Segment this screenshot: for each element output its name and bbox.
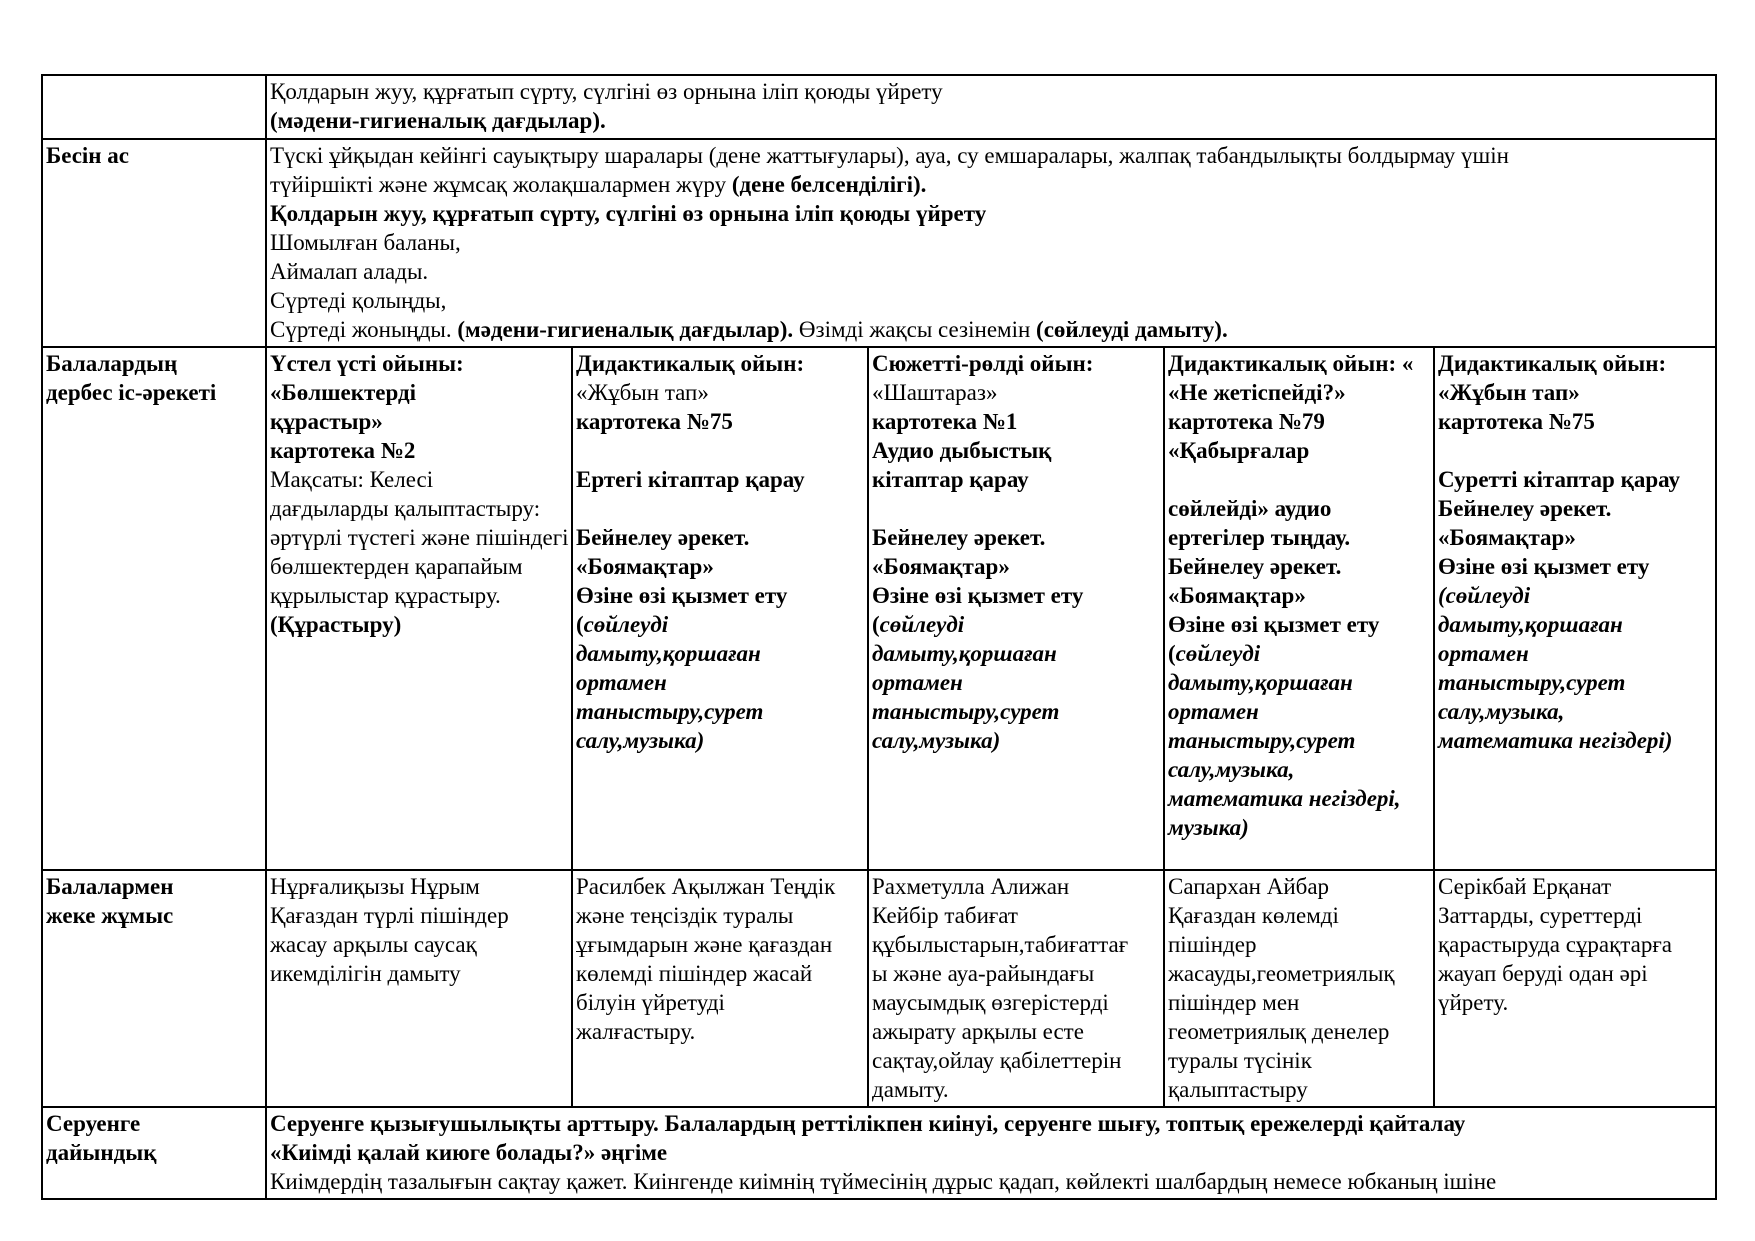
ind4-line-1: Дидактикалық ойын: «	[1168, 351, 1414, 376]
ind4-line-17: музыка)	[1168, 815, 1249, 840]
ind4-line-2: «Не жетіспейді?»	[1168, 380, 1346, 405]
indiv5-line-2: Заттарды, суреттерді	[1438, 903, 1643, 928]
ind4-line-3: картотека №79	[1168, 409, 1325, 434]
snack-line-7-a: Сүртеді жоныңды.	[270, 317, 458, 342]
ind3-line-3: картотека №1	[872, 409, 1018, 434]
ind5-line-7: «Боямақтар»	[1438, 525, 1576, 550]
afternoon-snack-content	[266, 139, 1716, 347]
ind1-line-2: «Бөлшектерді	[270, 380, 417, 405]
ind4-line-6: сөйлейді» аудио	[1168, 496, 1332, 521]
ind4-line-4: «Қабырғалар	[1168, 438, 1310, 463]
walk-label-1: Серуенге	[46, 1111, 141, 1136]
indiv4-line-7: туралы түсінік	[1168, 1048, 1312, 1073]
individual-day-3	[868, 870, 1164, 1107]
ind3-line-10-text: сөйлеуді	[879, 612, 965, 637]
walk-preparation-content	[266, 1107, 1716, 1199]
ind2-line-7: Бейнелеу әрекет.	[576, 525, 750, 550]
walk-line-2: «Киімді қалай киюге болады?» әңгіме	[270, 1140, 668, 1165]
indiv4-line-5: пішіндер мен	[1168, 990, 1300, 1015]
ind1-line-1: Үстел үсті ойыны:	[270, 351, 464, 376]
snack-line-7-c: Өзімді жақсы сезінемін	[793, 317, 1037, 342]
ind3-line-12: ортамен	[872, 670, 963, 695]
snack-line-7-d: (сөйлеуді дамыту).	[1036, 317, 1228, 342]
indiv1-line-4: икемділігін дамыту	[270, 961, 461, 986]
ind4-line-7: ертегілер тыңдау.	[1168, 525, 1351, 550]
indiv1-line-1: Нұрғалиқызы Нұрым	[270, 874, 480, 899]
row-afternoon-snack	[42, 139, 1716, 347]
ind2-spacer-1	[576, 436, 864, 465]
ind5-line-12: таныстыру,сурет	[1438, 670, 1626, 695]
walk-line-1: Серуенге қызығушылықты арттыру. Балалардың реттілікпен киінуі, серуенге шығу, топтық ережелерді қайталау	[270, 1111, 1466, 1136]
snack-line-2	[270, 170, 1712, 199]
ind4-line-11	[1168, 639, 1430, 668]
ind5-line-11: ортамен	[1438, 641, 1529, 666]
ind1-line-9: құрылыстар құрастыру.	[270, 583, 501, 608]
daily-plan-table	[41, 74, 1717, 1200]
independent-day-5	[1434, 347, 1716, 870]
walk-line-3: Киімдердің тазалығын сақтау қажет. Киінгенде киімнің түймесінің дұрыс қадап, көйлекті шалбардың немесе юбканың ішіне	[270, 1169, 1497, 1194]
indiv3-line-3: құбылыстарын,табиғаттағ	[872, 932, 1129, 957]
indiv5-line-5: үйрету.	[1438, 990, 1509, 1015]
ind2-line-2: «Жұбын тап»	[576, 380, 709, 405]
ind4-line-10: Өзіне өзі қызмет ету	[1168, 612, 1380, 637]
ind3-spacer-1	[872, 494, 1160, 523]
snack-line-7-b: (мәдени-гигиеналық дағдылар).	[457, 317, 794, 342]
indiv3-line-8: дамыту.	[872, 1077, 949, 1102]
ind4-line-11-paren: (	[1168, 641, 1176, 666]
ind3-line-9: Өзіне өзі қызмет ету	[872, 583, 1084, 608]
ind3-line-13: таныстыру,сурет	[872, 699, 1060, 724]
individual-day-4	[1164, 870, 1434, 1107]
indiv3-line-1: Рахметулла Алижан	[872, 874, 1070, 899]
ind2-line-5: Ертегі кітаптар қарау	[576, 467, 805, 492]
individual-day-1	[266, 870, 572, 1107]
indiv2-line-2: және теңсіздік туралы	[576, 903, 794, 928]
ind2-spacer-2	[576, 494, 864, 523]
ind3-line-4: Аудио дыбыстық	[872, 438, 1052, 463]
ind4-line-13: ортамен	[1168, 699, 1259, 724]
indiv1-line-2: Қағаздан түрлі пішіндер	[270, 903, 509, 928]
row-walk-preparation	[42, 1107, 1716, 1199]
ind1-line-8: бөлшектерден қарапайым	[270, 554, 523, 579]
indiv4-line-3: пішіндер	[1168, 932, 1257, 957]
ind5-line-3: картотека №75	[1438, 409, 1595, 434]
row-label-independent-activity	[42, 347, 266, 870]
ind5-line-14: математика негіздері)	[1438, 728, 1673, 753]
indiv5-line-1: Серікбай Ерқанат	[1438, 874, 1612, 899]
ind4-line-12: дамыту,қоршаған	[1168, 670, 1353, 695]
row-hygiene	[42, 75, 1716, 139]
ind3-line-5: кітаптар қарау	[872, 467, 1029, 492]
indiv3-line-5: маусымдық өзгерістерді	[872, 990, 1109, 1015]
row-independent-activity	[42, 347, 1716, 870]
snack-line-2-text: түйіршікті және жұмсақ жолақшалармен жүру	[270, 172, 732, 197]
hygiene-line-2: (мәдени-гигиеналық дағдылар).	[270, 108, 606, 133]
ind1-line-3: құрастыр»	[270, 409, 383, 434]
hygiene-content	[266, 75, 1716, 139]
ind5-line-10: дамыту,қоршаған	[1438, 612, 1623, 637]
snack-line-1: Түскі ұйқыдан кейінгі сауықтыру шаралары (дене жаттығулары), ауа, су емшаралары, жалпақ табандылықты болдырмау үшін	[270, 143, 1509, 168]
individual-day-5	[1434, 870, 1716, 1107]
independent-label-2: дербес іс-әрекеті	[46, 380, 217, 405]
snack-line-5: Аймалап алады.	[270, 259, 429, 284]
indiv4-line-6: геометриялық денелер	[1168, 1019, 1390, 1044]
ind2-line-13: таныстыру,сурет	[576, 699, 764, 724]
indiv3-line-4: ы және ауа-райындағы	[872, 961, 1095, 986]
ind5-line-13: салу,музыка,	[1438, 699, 1565, 724]
ind4-line-16: математика негіздері,	[1168, 786, 1401, 811]
ind2-line-1: Дидактикалық ойын:	[576, 351, 805, 376]
ind5-line-5: Суретті кітаптар қарау	[1438, 467, 1680, 492]
independent-label-1: Балалардың	[46, 351, 178, 376]
hygiene-line-1: Қолдарын жуу, құрғатып сүрту, сүлгіні өз орнына іліп қоюды үйрету	[270, 79, 943, 104]
indiv4-line-4: жасауды,геометриялық	[1168, 961, 1395, 986]
ind3-line-11: дамыту,қоршаған	[872, 641, 1057, 666]
ind5-spacer-1	[1438, 436, 1712, 465]
ind1-line-6: дағдыларды қалыптастыру:	[270, 496, 541, 521]
row-label-afternoon-snack	[42, 139, 266, 347]
individual-label-2: жеке жұмыс	[46, 903, 174, 928]
ind3-line-14: салу,музыка)	[872, 728, 1001, 753]
ind3-line-1: Сюжетті-рөлді ойын:	[872, 351, 1094, 376]
snack-line-6: Сүртеді қолыңды,	[270, 288, 447, 313]
ind4-line-8: Бейнелеу әрекет.	[1168, 554, 1342, 579]
ind3-line-2: «Шаштараз»	[872, 380, 998, 405]
ind4-spacer-1	[1168, 465, 1430, 494]
ind4-line-9: «Боямақтар»	[1168, 583, 1306, 608]
ind2-line-9: Өзіне өзі қызмет ету	[576, 583, 788, 608]
row-individual-work	[42, 870, 1716, 1107]
ind1-line-10: (Құрастыру)	[270, 612, 402, 637]
walk-label-2: дайындық	[46, 1140, 157, 1165]
ind2-line-10	[576, 610, 864, 639]
indiv3-line-6: ажырату арқылы есте	[872, 1019, 1084, 1044]
indiv4-line-2: Қағаздан көлемді	[1168, 903, 1339, 928]
ind5-line-2: «Жұбын тап»	[1438, 380, 1580, 405]
ind3-line-7: Бейнелеу әрекет.	[872, 525, 1046, 550]
indiv2-line-4: көлемді пішіндер жасай	[576, 961, 813, 986]
ind1-line-7: әртүрлі түстегі және пішіндегі	[270, 525, 569, 550]
ind2-line-8: «Боямақтар»	[576, 554, 714, 579]
independent-day-2	[572, 347, 868, 870]
indiv3-line-2: Кейбір табиғат	[872, 903, 1018, 928]
ind2-line-11: дамыту,қоршаған	[576, 641, 761, 666]
indiv2-line-1: Расилбек Ақылжан Теңдік	[576, 874, 836, 899]
snack-line-7	[270, 315, 1712, 344]
ind2-line-10-text: сөйлеуді	[583, 612, 669, 637]
afternoon-snack-label: Бесін ас	[46, 143, 130, 168]
ind2-line-10-paren: (	[576, 612, 584, 637]
ind4-line-15: салу,музыка,	[1168, 757, 1295, 782]
ind5-line-8: Өзіне өзі қызмет ету	[1438, 554, 1650, 579]
indiv2-line-6: жалғастыру.	[576, 1019, 696, 1044]
snack-line-4: Шомылған баланы,	[270, 230, 461, 255]
indiv2-line-5: білуін үйретуді	[576, 990, 725, 1015]
indiv5-line-3: қарастыруда сұрақтарға	[1438, 932, 1672, 957]
ind3-line-8: «Боямақтар»	[872, 554, 1010, 579]
ind1-line-4: картотека №2	[270, 438, 416, 463]
ind2-line-12: ортамен	[576, 670, 667, 695]
ind3-line-10	[872, 610, 1160, 639]
independent-day-1	[266, 347, 572, 870]
ind5-line-9: (сөйлеуді	[1438, 583, 1531, 608]
indiv1-line-3: жасау арқылы саусақ	[270, 932, 477, 957]
ind4-line-14: таныстыру,сурет	[1168, 728, 1356, 753]
indiv3-line-7: сақтау,ойлау қабілеттерін	[872, 1048, 1122, 1073]
ind3-line-10-paren: (	[872, 612, 880, 637]
ind5-line-1: Дидактикалық ойын:	[1438, 351, 1667, 376]
snack-line-2-tag: (дене белсенділігі).	[731, 172, 927, 197]
independent-day-3	[868, 347, 1164, 870]
indiv2-line-3: ұғымдарын және қағаздан	[576, 932, 833, 957]
independent-day-4	[1164, 347, 1434, 870]
ind1-line-5: Мақсаты: Келесі	[270, 467, 434, 492]
individual-label-1: Балалармен	[46, 874, 174, 899]
ind2-line-3: картотека №75	[576, 409, 733, 434]
row-label-individual-work	[42, 870, 266, 1107]
ind5-line-6: Бейнелеу әрекет.	[1438, 496, 1612, 521]
individual-day-2	[572, 870, 868, 1107]
row-label-hygiene	[42, 75, 266, 139]
ind4-line-11-text: сөйлеуді	[1175, 641, 1261, 666]
indiv5-line-4: жауап беруді одан әрі	[1438, 961, 1648, 986]
row-label-walk-preparation	[42, 1107, 266, 1199]
ind2-line-14: салу,музыка)	[576, 728, 705, 753]
indiv4-line-1: Сапархан Айбар	[1168, 874, 1330, 899]
snack-line-3: Қолдарын жуу, құрғатып сүрту, сүлгіні өз орнына іліп қоюды үйрету	[270, 201, 987, 226]
indiv4-line-8: қалыптастыру	[1168, 1077, 1308, 1102]
